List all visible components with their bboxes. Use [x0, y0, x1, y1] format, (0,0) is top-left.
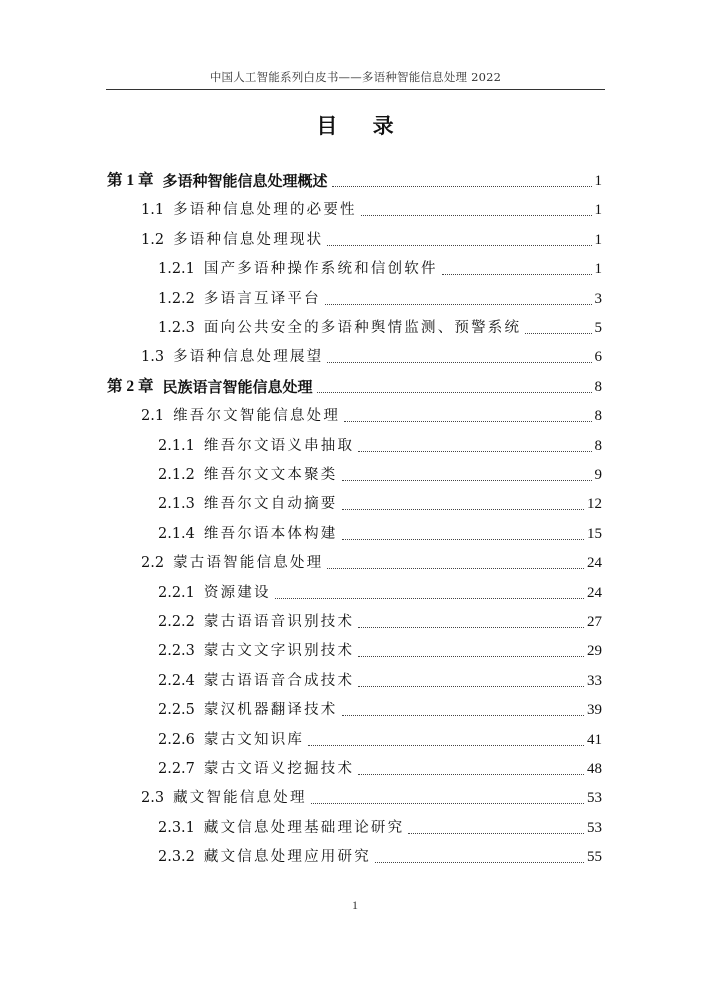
toc-entry-title: 多语种信息处理展望	[173, 349, 324, 366]
dot-leader	[325, 304, 592, 305]
toc-entry-title: 藏文智能信息处理	[173, 790, 307, 807]
toc-entry-number: 2.2.7	[158, 761, 195, 777]
toc-entry[interactable]	[107, 163, 602, 191]
toc-entry-number: 2.2.4	[158, 672, 195, 689]
toc-entry-number: 2.3	[141, 790, 165, 807]
dot-leader	[317, 392, 592, 393]
dot-leader	[358, 774, 584, 775]
toc-entry-title: 蒙汉机器翻译技术	[203, 702, 338, 719]
toc-entry[interactable]	[158, 722, 602, 750]
toc-entry-page: 8	[594, 378, 602, 395]
toc-entry-number: 2.2.1	[158, 584, 195, 601]
dot-leader	[308, 745, 584, 746]
dot-leader	[342, 509, 584, 510]
toc-entry-number: 第 1 章	[107, 172, 154, 189]
running-header: 中国人工智能系列白皮书——多语种智能信息处理 2022	[209, 70, 502, 84]
toc-entry-number: 1.2	[141, 231, 165, 248]
toc-entry-title: 多语种信息处理的必要性	[173, 202, 357, 219]
dot-leader	[442, 274, 592, 275]
toc-entry-title: 面向公共安全的多语种舆情监测、预警系统	[203, 320, 522, 336]
toc-entry-title: 藏文信息处理应用研究	[203, 849, 371, 866]
toc-entry-title: 维吾尔文文本聚类	[203, 467, 338, 483]
header-rule	[106, 89, 605, 90]
toc-entry-title: 资源建设	[203, 584, 271, 601]
toc-entry-title: 蒙古语智能信息处理	[173, 555, 324, 572]
dot-leader	[342, 539, 584, 540]
toc-entry[interactable]	[158, 751, 602, 779]
toc-entry-number: 1.3	[141, 349, 165, 366]
toc-entry-page: 53	[587, 790, 602, 807]
toc-entry[interactable]	[158, 810, 602, 838]
toc-entry-title: 蒙古文语义挖掘技术	[203, 761, 355, 777]
toc-entry-page: 29	[587, 643, 602, 660]
toc-entry-number: 第 2 章	[107, 377, 154, 395]
toc-entry[interactable]	[141, 545, 602, 573]
toc-entry-page: 53	[587, 819, 602, 836]
toc-entry-page: 15	[587, 525, 602, 542]
toc-entry-page: 1	[594, 173, 602, 189]
toc-entry-page: 33	[587, 672, 602, 689]
toc-entry-number: 2.1	[141, 408, 165, 425]
toc-entry-page: 3	[594, 290, 602, 307]
dot-leader	[344, 421, 591, 422]
toc-entry[interactable]	[158, 457, 602, 485]
toc-entry-title: 国产多语种操作系统和信创软件	[203, 261, 438, 278]
toc-entry-title: 维吾尔文语义串抽取	[203, 437, 355, 454]
toc-entry[interactable]	[158, 633, 602, 661]
toc-entry-number: 2.2.6	[158, 731, 195, 748]
toc-entry-title: 蒙古语语音合成技术	[203, 672, 355, 689]
toc-entry-page: 41	[587, 731, 602, 748]
toc-entry-page: 24	[587, 584, 602, 601]
toc-entry-number: 2.1.2	[158, 467, 195, 483]
toc-entry-number: 1.2.1	[158, 261, 195, 278]
toc-entry-number: 2.1.3	[158, 496, 195, 513]
toc-entry[interactable]	[107, 369, 602, 397]
dot-leader	[311, 803, 584, 804]
toc-entry-number: 2.2.3	[158, 643, 195, 660]
dot-leader	[332, 186, 592, 187]
toc-entry-number: 2.3.1	[158, 819, 195, 836]
toc-entry-number: 2.1.4	[158, 525, 195, 542]
toc-entry[interactable]	[141, 192, 602, 220]
toc-entry[interactable]	[158, 604, 602, 632]
toc-entry[interactable]	[158, 839, 602, 867]
toc-entry-page: 6	[594, 349, 602, 366]
toc-entry-title: 蒙古文知识库	[203, 731, 305, 748]
toc-entry[interactable]	[158, 251, 602, 279]
toc-entry-title: 蒙古文文字识别技术	[203, 643, 355, 660]
dot-leader	[361, 215, 592, 216]
toc-entry-page: 39	[587, 702, 602, 719]
toc-entry[interactable]	[141, 339, 602, 367]
dot-leader	[358, 656, 584, 657]
toc-entry-page: 1	[594, 231, 602, 248]
dot-leader	[358, 686, 584, 687]
dot-leader	[327, 568, 584, 569]
toc-entry-title: 多语种智能信息处理概述	[162, 172, 328, 190]
toc-entry[interactable]	[141, 780, 602, 808]
toc-entry-page: 27	[587, 614, 602, 630]
toc-entry[interactable]	[141, 398, 602, 426]
dot-leader	[342, 480, 592, 481]
toc-entry-page: 55	[587, 849, 602, 866]
toc-entry-number: 2.2.5	[158, 702, 195, 719]
dot-leader	[275, 598, 584, 599]
toc-entry-page: 9	[594, 467, 602, 483]
toc-entry-title: 民族语言智能信息处理	[162, 377, 313, 396]
toc-entry-number: 1.1	[141, 202, 165, 219]
dot-leader	[358, 627, 584, 628]
toc-entry[interactable]	[158, 486, 602, 514]
toc-entry-page: 48	[587, 761, 602, 777]
toc-entry[interactable]	[158, 428, 602, 456]
toc-entry-page: 8	[594, 437, 602, 454]
dot-leader	[358, 451, 591, 452]
toc-title: 目 录	[316, 113, 408, 138]
toc-entry-title: 蒙古语语音识别技术	[203, 614, 355, 630]
toc-entry[interactable]	[158, 281, 602, 309]
toc-entry[interactable]	[158, 663, 602, 691]
toc-entry-number: 2.2	[141, 555, 165, 572]
toc-entry[interactable]	[158, 575, 602, 603]
toc-entry-page: 1	[594, 261, 602, 278]
toc-entry-number: 1.2.3	[158, 320, 195, 336]
toc-entry-page: 12	[587, 496, 602, 513]
toc-entry-page: 1	[594, 202, 602, 219]
dot-leader	[327, 245, 591, 246]
toc-entry-title: 多语种信息处理现状	[173, 231, 324, 248]
dot-leader	[375, 862, 584, 863]
dot-leader	[408, 833, 584, 834]
toc-entry[interactable]	[141, 222, 602, 250]
toc-entry-page: 5	[594, 320, 602, 336]
toc-entry-title: 维吾尔语本体构建	[203, 525, 338, 542]
toc-entry[interactable]	[158, 516, 602, 544]
toc-entry-page: 24	[587, 555, 602, 572]
toc-entry-title: 维吾尔文智能信息处理	[173, 408, 341, 425]
toc-entry-page: 8	[594, 408, 602, 425]
dot-leader	[327, 362, 591, 363]
toc-entry-title: 多语言互译平台	[203, 290, 321, 307]
toc-entry[interactable]	[158, 692, 602, 720]
toc-entry-number: 1.2.2	[158, 290, 195, 307]
toc-entry-title: 藏文信息处理基础理论研究	[203, 819, 405, 836]
page-number: 1	[352, 898, 358, 912]
dot-leader	[525, 333, 591, 334]
toc-entry-number: 2.3.2	[158, 849, 195, 866]
toc-entry-title: 维吾尔文自动摘要	[203, 496, 338, 513]
toc-entry-number: 2.2.2	[158, 614, 195, 630]
toc-entry-number: 2.1.1	[158, 437, 195, 454]
dot-leader	[342, 715, 584, 716]
toc-entry[interactable]	[158, 310, 602, 338]
